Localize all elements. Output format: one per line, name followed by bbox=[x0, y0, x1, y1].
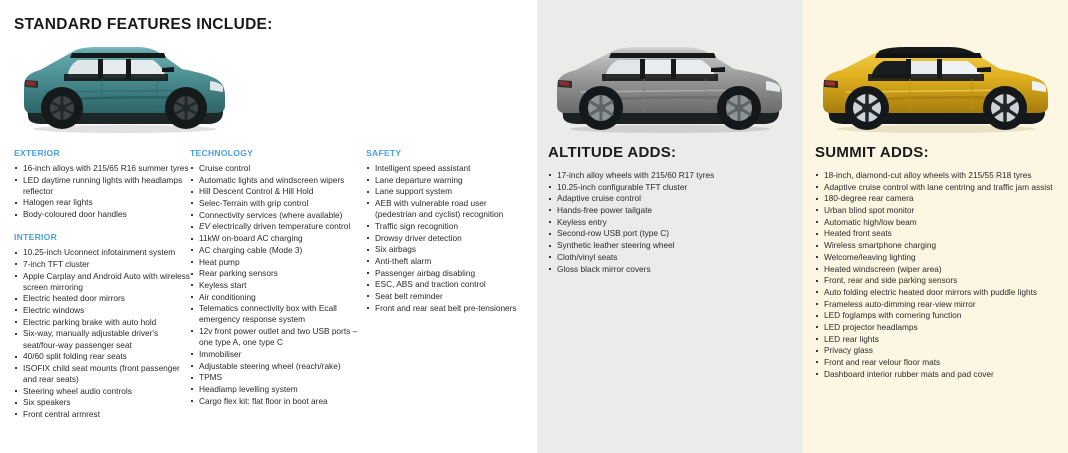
page-title: STANDARD FEATURES INCLUDE: bbox=[14, 16, 273, 34]
altitude-title: ALTITUDE ADDS: bbox=[548, 144, 677, 161]
list-item: Heated front seats bbox=[815, 228, 1060, 239]
list-item: Steering wheel audio controls bbox=[14, 386, 190, 397]
altitude-content bbox=[548, 144, 795, 275]
list-summit bbox=[815, 170, 1060, 380]
list-item: Telematics connectivity box with Ecall emergency response system bbox=[190, 303, 366, 325]
list-item: LED rear lights bbox=[815, 334, 1060, 345]
list-item: Privacy glass bbox=[815, 345, 1060, 356]
list-item: Gloss black mirror covers bbox=[548, 264, 795, 275]
summit-adds-panel bbox=[803, 0, 1068, 453]
list-item: LED daytime running lights with headlamps reflector bbox=[14, 175, 190, 197]
list-item: Synthetic leather steering wheel bbox=[548, 240, 795, 251]
list-item: 180-degree rear camera bbox=[815, 193, 1060, 204]
list-item: Anti-theft alarm bbox=[366, 256, 529, 267]
list-item: Adaptive cruise control bbox=[548, 193, 795, 204]
list-item: Six-way, manually adjustable driver's seat/four-way passenger seat bbox=[14, 328, 190, 350]
list-item: Drowsy driver detection bbox=[366, 233, 529, 244]
list-item: ESC, ABS and traction control bbox=[366, 279, 529, 290]
standard-feature-columns bbox=[14, 148, 529, 421]
vehicle-image-altitude bbox=[545, 34, 795, 140]
list-item: Front central armrest bbox=[14, 409, 190, 420]
list-item: Traffic sign recognition bbox=[366, 221, 529, 232]
list-item: Six airbags bbox=[366, 244, 529, 255]
list-item: Electric heated door mirrors bbox=[14, 293, 190, 304]
list-item: Rear parking sensors bbox=[190, 268, 366, 279]
list-item: Front, rear and side parking sensors bbox=[815, 275, 1060, 286]
list-item: ISOFIX child seat mounts (front passenger and rear seats) bbox=[14, 363, 190, 385]
heading-safety: SAFETY bbox=[366, 148, 402, 158]
list-item: Headlamp levelling system bbox=[190, 384, 366, 395]
list-item: Apple Carplay and Android Auto with wireless screen mirroring bbox=[14, 271, 190, 293]
list-item: Heat pump bbox=[190, 257, 366, 268]
list-item: 16-inch alloys with 215/65 R16 summer tyres bbox=[14, 163, 190, 174]
list-item: Urban blind spot monitor bbox=[815, 205, 1060, 216]
list-item: Connectivity services (where available) bbox=[190, 210, 366, 221]
list-item: Adjustable steering wheel (reach/rake) bbox=[190, 361, 366, 372]
heading-exterior: EXTERIOR bbox=[14, 148, 60, 158]
summit-title: SUMMIT ADDS: bbox=[815, 144, 929, 161]
list-item: AEB with vulnerable road user (pedestrian and cyclist) recognition bbox=[366, 198, 529, 220]
list-item: Cargo flex kit: flat floor in boot area bbox=[190, 396, 366, 407]
list-item: Cruise control bbox=[190, 163, 366, 174]
list-item: Second-row USB port (type C) bbox=[548, 228, 795, 239]
list-item: 10.25-inch Uconnect infotainment system bbox=[14, 247, 190, 258]
list-item: Cloth/vinyl seats bbox=[548, 252, 795, 263]
list-item: Lane departure warning bbox=[366, 175, 529, 186]
list-safety bbox=[366, 163, 529, 314]
list-item: Heated windscreen (wiper area) bbox=[815, 264, 1060, 275]
list-item: Immobiliser bbox=[190, 349, 366, 360]
list-item: 12v front power outlet and two USB ports – one type A, one type C bbox=[190, 326, 366, 348]
list-item: 7-inch TFT cluster bbox=[14, 259, 190, 270]
list-item: Selec-Terrain with grip control bbox=[190, 198, 366, 209]
vehicle-image-standard bbox=[14, 34, 236, 140]
list-item: 18-inch, diamond-cut alloy wheels with 215/55 R18 tyres bbox=[815, 170, 1060, 181]
summit-content bbox=[815, 144, 1060, 380]
list-item: 40/60 split folding rear seats bbox=[14, 351, 190, 362]
list-item: Seat belt reminder bbox=[366, 291, 529, 302]
column-technology bbox=[190, 148, 366, 421]
list-item: Front and rear velour floor mats bbox=[815, 357, 1060, 368]
list-item: Electric windows bbox=[14, 305, 190, 316]
list-item: Keyless entry bbox=[548, 217, 795, 228]
list-altitude bbox=[548, 170, 795, 275]
list-item: Wireless smartphone charging bbox=[815, 240, 1060, 251]
list-item: Lane support system bbox=[366, 186, 529, 197]
list-item: Adaptive cruise control with lane centring and traffic jam assist bbox=[815, 182, 1060, 193]
column-exterior-interior bbox=[14, 148, 190, 421]
list-item: Hill Descent Control & Hill Hold bbox=[190, 186, 366, 197]
list-item: Electric parking brake with auto hold bbox=[14, 317, 190, 328]
list-exterior bbox=[14, 163, 190, 220]
heading-interior: INTERIOR bbox=[14, 232, 58, 243]
list-item: Passenger airbag disabling bbox=[366, 268, 529, 279]
list-item: TPMS bbox=[190, 372, 366, 383]
list-item: Frameless auto-dimming rear-view mirror bbox=[815, 299, 1060, 310]
list-item: LED projector headlamps bbox=[815, 322, 1060, 333]
list-interior bbox=[14, 247, 190, 420]
list-item: Hands-free power tailgate bbox=[548, 205, 795, 216]
heading-technology: TECHNOLOGY bbox=[190, 148, 254, 158]
list-item: Keyless start bbox=[190, 280, 366, 291]
list-item: Intelligent speed assistant bbox=[366, 163, 529, 174]
column-safety bbox=[366, 148, 529, 421]
list-item: 11kW on-board AC charging bbox=[190, 233, 366, 244]
list-item: Dashboard interior rubber mats and pad cover bbox=[815, 369, 1060, 380]
vehicle-image-summit bbox=[811, 34, 1061, 140]
list-item: Auto folding electric heated door mirrors with puddle lights bbox=[815, 287, 1060, 298]
list-item: Front and rear seat belt pre-tensioners bbox=[366, 303, 529, 314]
list-item: EV electrically driven temperature control bbox=[190, 221, 366, 232]
list-item: Air conditioning bbox=[190, 292, 366, 303]
list-item: Body-coloured door handles bbox=[14, 209, 190, 220]
list-item: AC charging cable (Mode 3) bbox=[190, 245, 366, 256]
list-item: LED foglamps with cornering function bbox=[815, 310, 1060, 321]
altitude-adds-panel bbox=[537, 0, 803, 453]
list-item: 10.25-inch configurable TFT cluster bbox=[548, 182, 795, 193]
list-item: Halogen rear lights bbox=[14, 197, 190, 208]
list-item: Automatic high/low beam bbox=[815, 217, 1060, 228]
list-item: Automatic lights and windscreen wipers bbox=[190, 175, 366, 186]
list-technology bbox=[190, 163, 366, 407]
list-item: Six speakers bbox=[14, 397, 190, 408]
list-item: Welcome/leaving lighting bbox=[815, 252, 1060, 263]
list-item: 17-inch alloy wheels with 215/60 R17 tyres bbox=[548, 170, 795, 181]
